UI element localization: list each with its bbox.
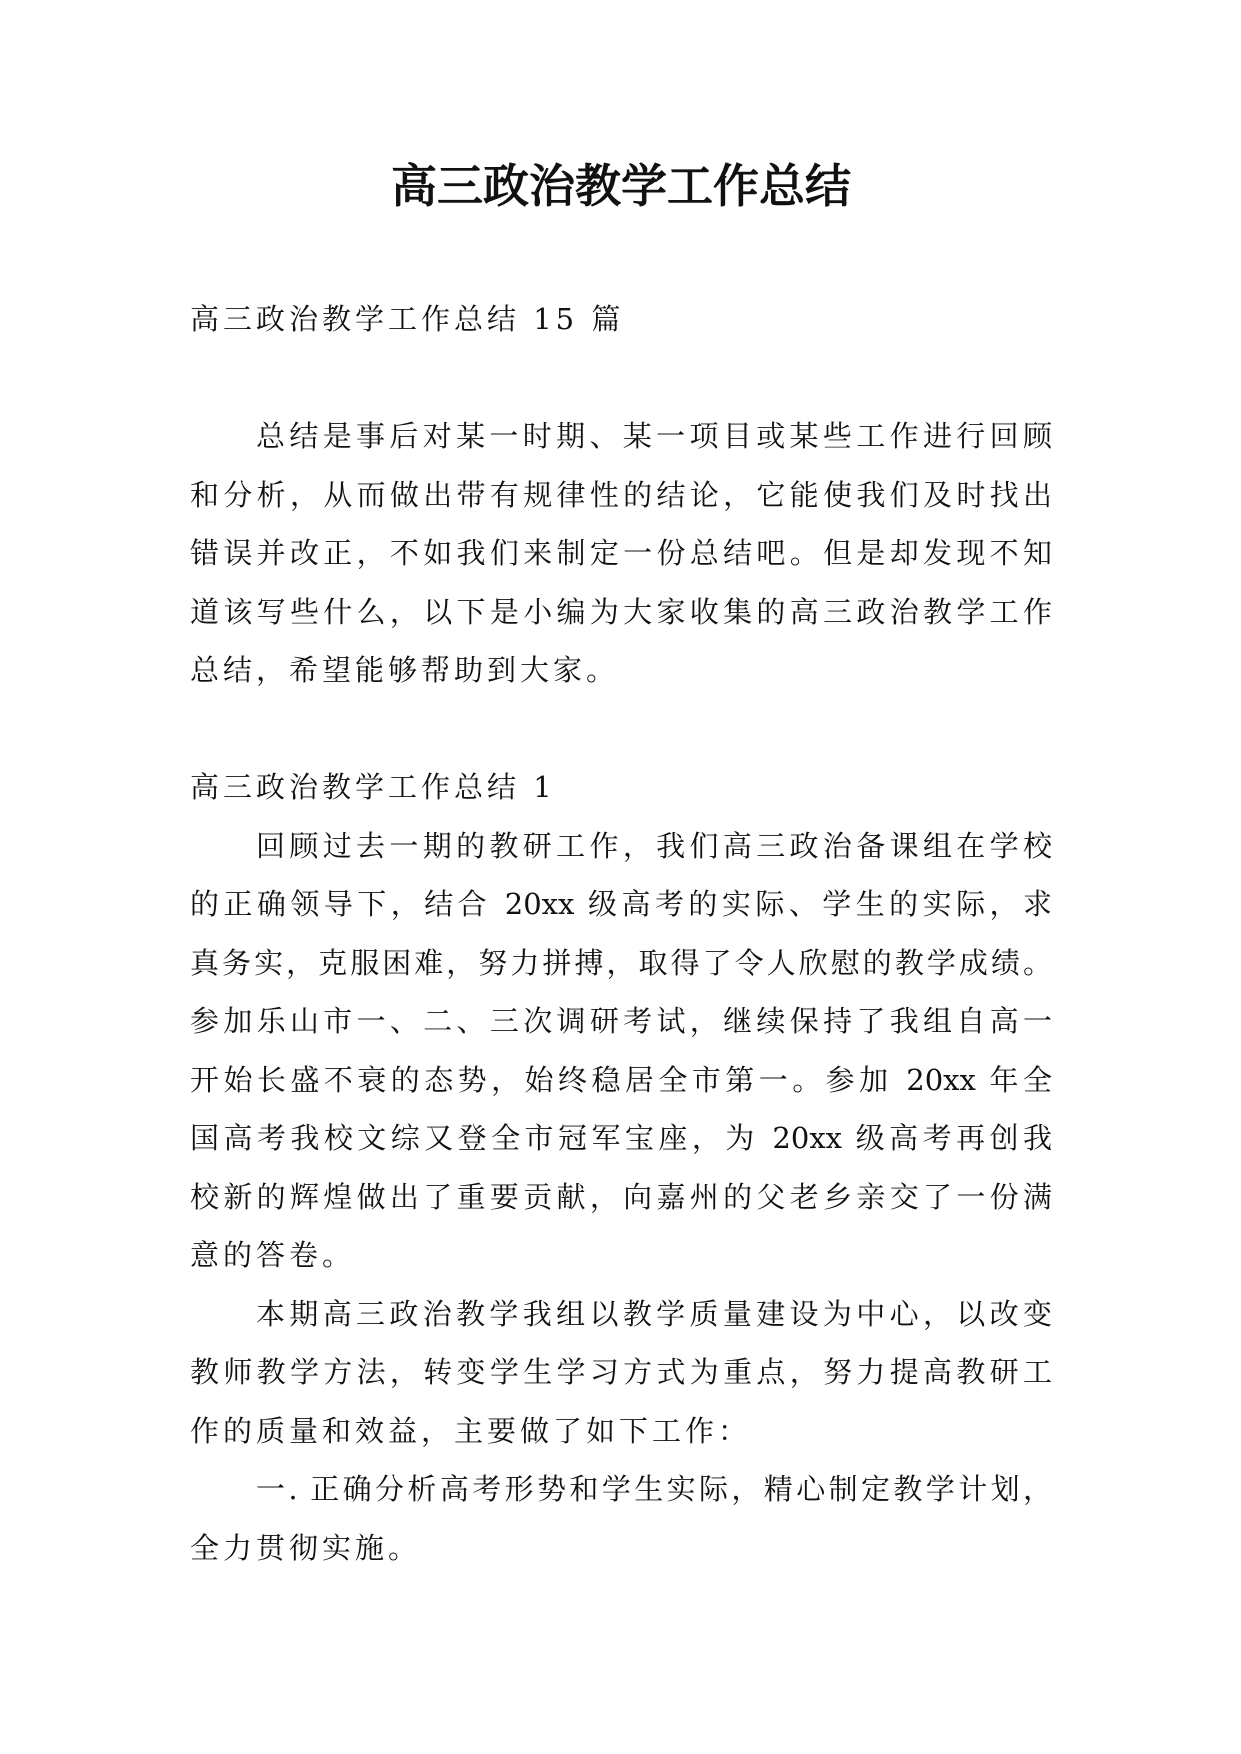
document-body <box>190 290 1052 1577</box>
paragraph-line: 教师教学方法，转变学生学习方式为重点，努力提高教研工 <box>190 1355 1052 1389</box>
paragraph-line: 参加乐山市一、二、三次调研考试，继续保持了我组自高一 <box>190 1004 1052 1038</box>
section-heading: 高三政治教学工作总结 1 <box>190 770 556 804</box>
paragraph-line: 总结，希望能够帮助到大家。 <box>190 653 620 687</box>
body-paragraph <box>190 1285 1052 1461</box>
paragraph-line: 全力贯彻实施。 <box>190 1530 422 1565</box>
paragraph-line: 的正确领导下，结合 20xx 级高考的实际、学生的实际，求 <box>190 887 1052 921</box>
blank-line <box>190 349 1052 408</box>
blank-line <box>190 700 1052 759</box>
document-subtitle: 高三政治教学工作总结 15 篇 <box>190 302 625 336</box>
paragraph-line: 道该写些什么，以下是小编为大家收集的高三政治教学工作 <box>190 594 1052 629</box>
paragraph-line: 开始长盛不衰的态势，始终稳居全市第一。参加 20xx 年全 <box>190 1062 1052 1097</box>
paragraph-line: 真务实，克服困难，努力拼搏，取得了令人欣慰的教学成绩。 <box>190 945 1052 980</box>
body-paragraph <box>190 817 1052 1285</box>
document-title: 高三政治教学工作总结 <box>391 159 851 213</box>
paragraph-line: 总结是事后对某一时期、某一项目或某些工作进行回顾 <box>256 419 1052 453</box>
paragraph-line: 校新的辉煌做出了重要贡献，向嘉州的父老乡亲交了一份满 <box>190 1179 1052 1214</box>
paragraph-line: 意的答卷。 <box>190 1238 356 1272</box>
paragraph-line: 作的质量和效益，主要做了如下工作： <box>190 1413 752 1448</box>
paragraph-line: 和分析，从而做出带有规律性的结论，它能使我们及时找出 <box>190 477 1052 512</box>
body-paragraph <box>190 1460 1052 1577</box>
paragraph-line: 错误并改正，不如我们来制定一份总结吧。但是却发现不知 <box>190 536 1052 570</box>
intro-paragraph <box>190 407 1052 700</box>
paragraph-line: 回顾过去一期的教研工作，我们高三政治备课组在学校 <box>256 828 1052 863</box>
paragraph-line: 国高考我校文综又登全市冠军宝座，为 20xx 级高考再创我 <box>190 1121 1052 1155</box>
paragraph-line: 本期高三政治教学我组以教学质量建设为中心，以改变 <box>256 1296 1052 1331</box>
paragraph-line: 一. 正确分析高考形势和学生实际，精心制定教学计划， <box>256 1472 1052 1506</box>
